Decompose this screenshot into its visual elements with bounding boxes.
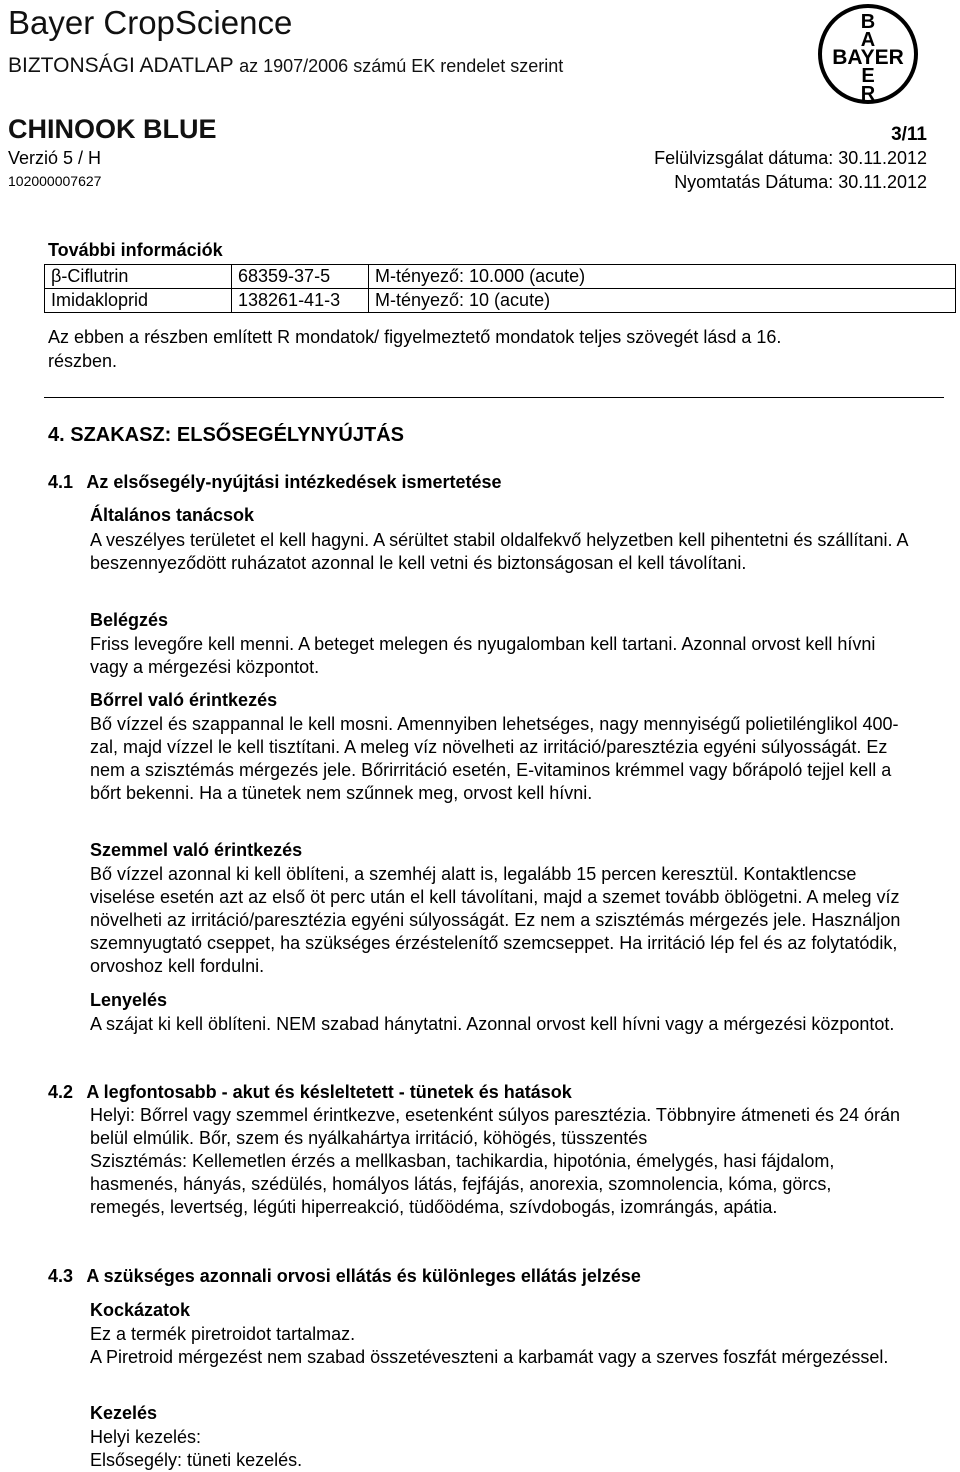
company-name: Bayer CropScience: [8, 4, 293, 41]
document-code: 102000007627: [8, 173, 102, 189]
treatment-title: Kezelés: [90, 1403, 158, 1423]
subsection-number: 4.3: [48, 1266, 74, 1286]
logo-word-bayer: BAYER: [832, 46, 904, 69]
logo-letter-r: R: [860, 83, 876, 105]
risks-title: Kockázatok: [90, 1300, 191, 1320]
logo-letter-b: B: [860, 11, 876, 33]
risks-line2: A Piretroid mérgezést nem szabad összetéveszteni a karbamát vagy a szerves foszfát mérgezéssel.: [90, 1347, 889, 1367]
subsection-title: A szükséges azonnali orvosi ellátás és különleges ellátás jelzése: [86, 1266, 641, 1286]
subsection-number: 4.1: [48, 472, 74, 492]
ingestion-text: A szájat ki kell öblíteni. NEM szabad hánytatni. Azonnal orvost kell hívni vagy a mérgezési központot.: [90, 1014, 895, 1034]
component-cas: 138261-41-3: [232, 289, 369, 313]
subsection-title: Az elsősegély-nyújtási intézkedések ismertetése: [86, 472, 502, 492]
print-date: Nyomtatás Dátuma: 30.11.2012: [674, 172, 927, 192]
page-number: 3/11: [891, 124, 927, 145]
section-divider: [44, 397, 944, 398]
subsection-4-2-heading: [48, 1082, 572, 1103]
bayer-cross-logo: [816, 2, 920, 106]
general-advice-text: A veszélyes területet el kell hagyni. A sérültet stabil oldalfekvő helyzetben kell pihentetni és szállítani. A beszennyeződött ruházatot azonnal le kell vetni és biztonságosan el kell távolítani.: [90, 530, 908, 573]
section-4-title: 4. SZAKASZ: ELSŐSEGÉLYNYÚJTÁS: [48, 424, 404, 446]
subsection-4-1-heading: [48, 472, 502, 493]
further-info-title: További információk: [48, 240, 223, 260]
symptoms-local-text: Helyi: Bőrrel vagy szemmel érintkezve, esetenként súlyos paresztézia. Többnyire átmeneti és 24 órán belül elmúlik. Bőr, szem és nyálkahártya irritáció, köhögés, tüsszentés: [90, 1105, 901, 1148]
sds-title: BIZTONSÁGI ADATLAP: [8, 54, 234, 77]
skin-contact-title: Bőrrel való érintkezés: [90, 690, 278, 710]
components-table: [44, 264, 956, 313]
general-advice-title: Általános tanácsok: [90, 505, 255, 525]
component-m-factor: M-tényező: 10 (acute): [369, 289, 956, 313]
inhalation-title: Belégzés: [90, 610, 169, 630]
inhalation-text: Friss levegőre kell menni. A beteget melegen és nyugalomban kell tartani. Azonnal orvost kell hívni vagy a mérgezési központot.: [90, 634, 876, 677]
version: Verzió 5 / H: [8, 148, 102, 168]
revision-date: Felülvizsgálat dátuma: 30.11.2012: [654, 148, 927, 168]
eye-contact-title: Szemmel való érintkezés: [90, 840, 303, 860]
regulation: az 1907/2006 számú EK rendelet szerint: [239, 56, 564, 76]
treatment-line1: Helyi kezelés:: [90, 1427, 202, 1447]
component-m-factor: M-tényező: 10.000 (acute): [369, 265, 956, 289]
component-name: Imidakloprid: [45, 289, 232, 313]
table-row: [45, 265, 956, 289]
table-row: [45, 289, 956, 313]
component-cas: 68359-37-5: [232, 265, 369, 289]
risks-line1: Ez a termék piretroidot tartalmaz.: [90, 1324, 356, 1344]
treatment-line2: Elsősegély: tüneti kezelés.: [90, 1450, 303, 1470]
skin-contact-text: Bő vízzel és szappannal le kell mosni. Amennyiben lehetséges, nagy mennyiségű polietilénglikol 400-zal, majd vízzel le kell tisztítani. A meleg víz növelheti az irritáció/paresztézia egyéni súlyosságát. Ez nem a szisztémás mérgezés jele. Bőrirritáció esetén, E-vitaminos krémmel vagy bőrápoló tejjel kell a bőrt bekenni. Ha a tünetek nem szűnnek meg, orvost kell hívni.: [90, 714, 899, 803]
logo-letter-e: E: [861, 65, 875, 87]
eye-contact-text: Bő vízzel azonnal ki kell öblíteni, a szemhéj alatt is, legalább 15 percen keresztül. Kontaktlencse viselése esetén azt az első öt perc után el kell távolítani, majd a szemet tovább öblögetni. A meleg víz növelheti az irritáció/paresztézia egyéni súlyosságát. Ez nem a szisztémás mérgezés jele. Használjon szemnyugtató cseppet, ha szükséges érzéstelenítő szemcseppet. Ha irritáció lép fel és az folytatódik, orvoshoz kell fordulni.: [90, 864, 901, 976]
ingestion-title: Lenyelés: [90, 990, 168, 1010]
subsection-number: 4.2: [48, 1082, 74, 1102]
logo-letter-a: A: [860, 29, 876, 51]
symptoms-systemic-text: Szisztémás: Kellemetlen érzés a mellkasban, tachikardia, hipotónia, émelygés, hasi fájdalom, hasmenés, hányás, szédülés, homályos látás, fejfájás, anorexia, szomnolencia, kóma, görcs, remegés, levertség, légúti hiperreakció, tüdőödéma, szívdobogás, izomrángás, apátia.: [90, 1151, 835, 1217]
subsection-4-3-heading: [48, 1266, 641, 1287]
product-name: CHINOOK BLUE: [8, 114, 217, 144]
r-phrases-note-line2: részben.: [48, 351, 118, 371]
component-name: β-Ciflutrin: [45, 265, 232, 289]
sds-title-line: [8, 54, 563, 78]
subsection-title: A legfontosabb - akut és késleltetett - tünetek és hatások: [86, 1082, 572, 1102]
r-phrases-note-line1: Az ebben a részben említett R mondatok/ figyelmeztető mondatok teljes szövegét lásd a 16.: [48, 327, 782, 347]
